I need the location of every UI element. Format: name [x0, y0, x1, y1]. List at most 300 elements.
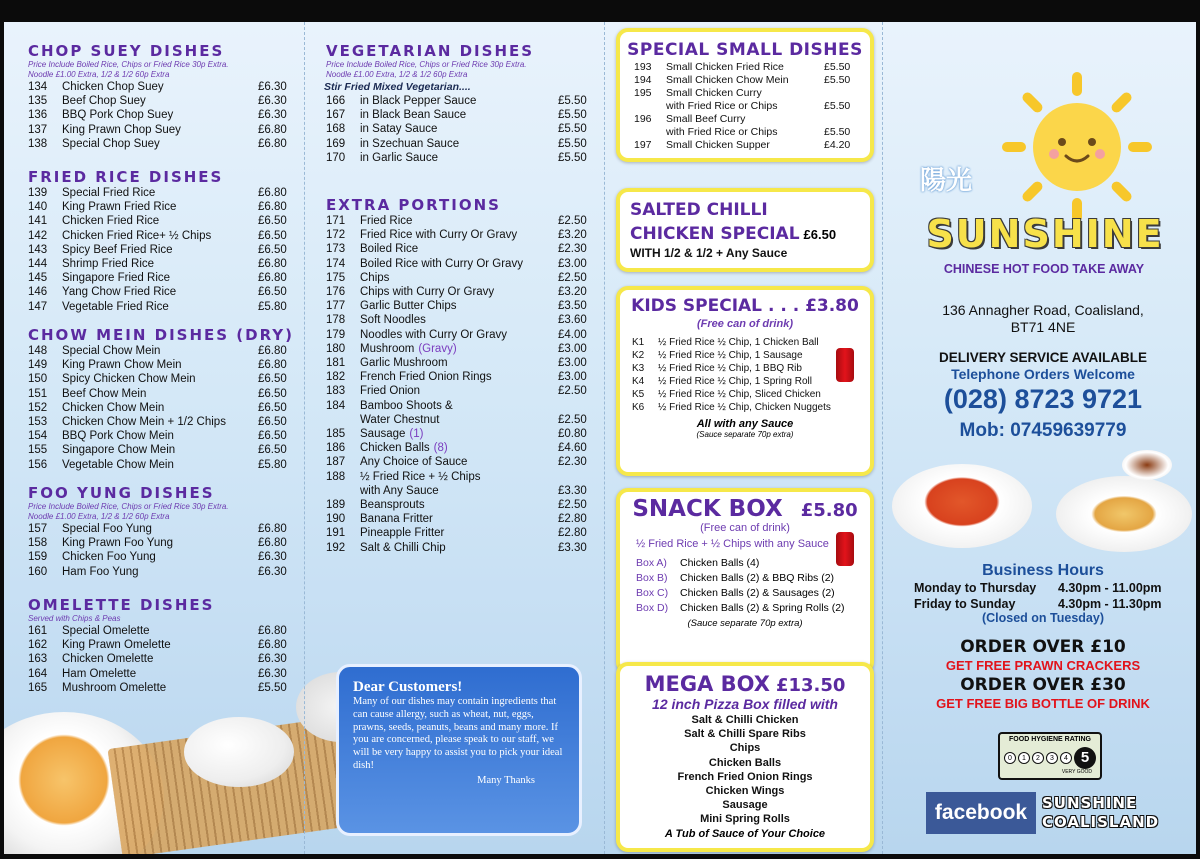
hours-days: Monday to Thursday	[914, 581, 1037, 595]
item-price: £3.50	[558, 300, 587, 313]
item-price: £6.50	[258, 373, 287, 386]
item-price: £3.30	[558, 484, 587, 497]
salted-price: £6.50	[803, 227, 837, 242]
item-name: in Garlic Sauce	[360, 151, 438, 164]
item-number: 158	[28, 537, 48, 550]
menu-item-row	[626, 139, 864, 152]
box-foot: A Tub of Sauce of Your Choice	[664, 827, 826, 840]
item-number: 187	[326, 456, 346, 469]
menu-item-row	[4, 108, 304, 122]
box-sub: 12 inch Pizza Box filled with	[652, 696, 838, 712]
item-name: Chicken Fried Rice	[62, 215, 160, 228]
item-price: £2.30	[558, 456, 587, 469]
hours-row	[914, 580, 1184, 596]
item-price: £6.50	[258, 286, 287, 299]
item-price: £6.30	[258, 95, 287, 108]
hours-title: Business Hours	[982, 562, 1104, 579]
item-number: 159	[28, 551, 48, 564]
item-number: 152	[28, 401, 48, 414]
hygiene-title: FOOD HYGIENE RATING	[1009, 736, 1091, 743]
item-price: £2.80	[558, 513, 587, 526]
salted-sub: WITH 1/2 & 1/2 + Any Sauce	[630, 246, 788, 260]
item-desc: ½ Fried Rice ½ Chip, 1 Spring Roll	[658, 376, 812, 387]
item-number: 172	[326, 229, 346, 242]
item-name: Salt & Chilli Chip	[360, 541, 446, 554]
menu-item-row	[4, 372, 304, 386]
item-number: 178	[326, 314, 346, 327]
panel-one	[4, 22, 304, 854]
menu-item-row	[4, 300, 304, 314]
facebook-page-location: COALISLAND	[1042, 813, 1160, 831]
item-price: £6.80	[258, 201, 287, 214]
menu-item-row	[4, 536, 304, 550]
item-price	[824, 113, 864, 126]
item-name: Chips	[360, 271, 390, 284]
item-number: 162	[28, 639, 48, 652]
menu-item-row	[626, 87, 864, 100]
menu-item-row	[4, 565, 304, 579]
item-price: £5.50	[824, 61, 851, 73]
menu-item-row	[304, 108, 604, 122]
menu-item-row	[304, 413, 604, 427]
box-foot: (Sauce separate 70p extra)	[696, 430, 794, 439]
box-price: £5.80	[800, 500, 858, 521]
item-number: 197	[634, 139, 652, 151]
item-number: 140	[28, 201, 48, 214]
item-price: £6.50	[258, 387, 287, 400]
item-number: 143	[28, 243, 48, 256]
address-line: BT71 4NE	[1010, 319, 1076, 335]
mega-item: Chicken Balls	[708, 756, 782, 769]
item-price: £6.80	[258, 258, 287, 271]
item-code: K4	[632, 376, 645, 387]
menu-item-row	[4, 681, 304, 695]
menu-item-row	[304, 399, 604, 413]
item-name: Chips with Curry Or Gravy	[360, 286, 495, 299]
box-desc: ½ Fried Rice + ½ Chips with any Sauce	[636, 538, 829, 550]
item-price: £6.50	[258, 243, 287, 256]
address-line: 136 Annagher Road, Coalisland,	[942, 302, 1144, 318]
item-number: 160	[28, 565, 48, 578]
item-name: with Any Sauce	[360, 484, 439, 497]
snack-box	[616, 488, 874, 674]
menu-item-row	[4, 186, 304, 200]
mega-item: Salt & Chilli Chicken	[691, 714, 799, 726]
item-desc: Chicken Balls (2) & BBQ Ribs (2)	[680, 572, 835, 584]
item-number: 148	[28, 345, 48, 357]
item-price: £6.30	[258, 109, 287, 122]
item-number: 138	[28, 137, 48, 150]
hygiene-scale-circle: 0	[1004, 752, 1016, 764]
box-title: KIDS SPECIAL . . . £3.80	[631, 296, 859, 316]
menu-item-row	[304, 541, 604, 555]
item-name: Chicken Chow Mein + 1/2 Chips	[62, 416, 226, 429]
item-price: £6.50	[258, 416, 287, 429]
menu-item-row	[304, 228, 604, 242]
item-name: Yang Chow Fried Rice	[62, 286, 177, 299]
item-price: £5.50	[558, 137, 587, 150]
item-name: Beansprouts	[360, 499, 425, 512]
item-name: Spicy Beef Fried Rice	[62, 243, 173, 256]
item-extra: (8)	[433, 442, 448, 455]
section-title: VEGETARIAN DISHES	[326, 42, 535, 60]
hygiene-scale-circle: 1	[1018, 752, 1030, 764]
item-number: 177	[326, 300, 346, 313]
item-name: Vegetable Chow Mein	[62, 458, 174, 471]
mobile-number: Mob: 07459639779	[959, 420, 1127, 441]
item-number: 185	[326, 428, 346, 441]
kids-item-row	[626, 401, 864, 414]
item-number: 186	[326, 442, 346, 455]
item-number: 179	[326, 328, 346, 341]
item-number: 136	[28, 109, 48, 122]
menu-item-row	[4, 80, 304, 94]
item-price: £5.50	[258, 681, 287, 694]
item-price: £6.80	[258, 359, 287, 372]
item-number: 195	[634, 87, 652, 99]
drink-can-icon	[836, 532, 854, 566]
item-name: in Szechuan Sauce	[360, 137, 460, 150]
hygiene-scale-circle: 3	[1046, 752, 1058, 764]
menu-item-row	[626, 100, 864, 113]
brand-tagline: CHINESE HOT FOOD TAKE AWAY	[943, 262, 1145, 276]
item-code: Box C)	[636, 587, 669, 599]
hygiene-rating-badge	[998, 732, 1102, 780]
section-note: Price Include Boiled Rice, Chips or Fried Rice 30p Extra.	[326, 60, 527, 69]
menu-item-row	[304, 498, 604, 512]
panel-three	[604, 22, 882, 854]
item-number: 146	[28, 286, 48, 299]
item-price	[824, 87, 864, 100]
menu-item-row	[304, 512, 604, 526]
item-number: 155	[28, 444, 48, 457]
hygiene-label: VERY GOOD	[1061, 769, 1092, 775]
item-name: Garlic Mushroom	[360, 357, 448, 370]
item-price: £3.20	[558, 286, 587, 299]
item-price: £6.80	[258, 639, 287, 652]
section-title: EXTRA PORTIONS	[326, 196, 501, 214]
item-number: 139	[28, 187, 48, 199]
item-name: Soft Noodles	[360, 314, 426, 327]
section-note: Noodle £1.00 Extra, 1/2 & 1/2 60p Extra	[28, 70, 170, 79]
item-number: 184	[326, 399, 346, 412]
panel-two	[304, 22, 604, 854]
kids-item-row	[626, 362, 864, 375]
menu-item-row	[304, 384, 604, 398]
item-name: in Satay Sauce	[360, 123, 438, 136]
item-name: King Prawn Chow Mein	[62, 359, 182, 372]
menu-item-row	[4, 638, 304, 652]
menu-item-row	[4, 229, 304, 243]
hygiene-score: 5	[1074, 747, 1096, 769]
item-name: King Prawn Foo Yung	[62, 537, 174, 550]
item-price: £5.50	[558, 123, 587, 136]
facebook-logo: facebook	[926, 792, 1036, 834]
menu-item-row	[304, 370, 604, 384]
item-name: Special Foo Yung	[62, 523, 152, 535]
item-number: 168	[326, 123, 346, 136]
item-number	[326, 413, 360, 427]
menu-item-row	[304, 271, 604, 285]
item-name: Special Chow Mein	[62, 345, 161, 357]
item-number: 144	[28, 258, 48, 271]
item-price: £3.30	[558, 541, 587, 554]
omelette-section	[4, 596, 304, 695]
item-price: £2.80	[558, 527, 587, 540]
item-code: K5	[632, 389, 645, 400]
phone-number: (028) 8723 9721	[943, 384, 1143, 414]
menu-item-row	[4, 652, 304, 666]
snack-item-row	[626, 601, 864, 616]
item-price: £4.60	[558, 442, 587, 455]
menu-item-row	[304, 313, 604, 327]
item-name: Special Chop Suey	[62, 137, 160, 150]
salted-chilli-box	[616, 188, 874, 272]
item-name: King Prawn Fried Rice	[62, 201, 177, 214]
menu-item-row	[4, 401, 304, 415]
dear-body: Many of our dishes may contain ingredients that can cause allergy, such as wheat, nut, eggs, prawns, seeds, peanuts, beans and many more. If you are concerned, please speak to our staff, we will be very happy to assist you to pick your ideal dish!	[353, 696, 563, 771]
item-price: £6.50	[258, 430, 287, 443]
item-number: 142	[28, 229, 48, 242]
item-number: 147	[28, 300, 48, 313]
menu-item-row	[4, 415, 304, 429]
item-name: Singapore Chow Mein	[62, 444, 176, 457]
item-name: Chicken Fried Rice+ ½ Chips	[62, 229, 212, 242]
section-note: Price Include Boiled Rice, Chips or Fried Rice 30p Extra.	[28, 60, 229, 69]
item-price: £6.50	[258, 229, 287, 242]
item-name: Ham Omelette	[62, 667, 137, 680]
salted-line2: CHICKEN SPECIAL	[630, 224, 800, 244]
food-photo	[886, 444, 1192, 556]
kids-special-box	[616, 286, 874, 476]
item-price: £6.80	[258, 537, 287, 550]
menu-item-row	[304, 257, 604, 271]
item-desc: ½ Fried Rice ½ Chip, 1 BBQ Rib	[658, 363, 802, 374]
kids-item-row	[626, 349, 864, 362]
item-price: £6.80	[258, 187, 287, 199]
hygiene-scale-circle: 4	[1060, 752, 1072, 764]
section-title: CHOW MEIN DISHES (DRY)	[28, 326, 295, 344]
item-price: £6.80	[258, 523, 287, 535]
item-desc: Chicken Balls (4)	[680, 557, 760, 569]
item-number: 191	[326, 527, 346, 540]
telephone-text: Telephone Orders Welcome	[951, 366, 1135, 382]
item-name: Boiled Rice	[360, 243, 419, 256]
box-price: £13.50	[775, 675, 846, 696]
menu-item-row	[304, 342, 604, 356]
item-name: in Black Pepper Sauce	[360, 95, 477, 107]
item-name: Small Chicken Curry	[666, 87, 762, 99]
item-name: Chicken Chow Mein	[62, 401, 165, 414]
item-number: 175	[326, 271, 346, 284]
box-title: SPECIAL SMALL DISHES	[627, 40, 863, 60]
item-name: Small Chicken Fried Rice	[666, 61, 784, 73]
item-number: 192	[326, 541, 346, 554]
hours-days: Friday to Sunday	[914, 597, 1016, 611]
box-sub: (Free can of drink)	[700, 522, 790, 534]
section-note: Price Include Boiled Rice, Chips or Fried Rice 30p Extra.	[28, 502, 229, 511]
item-price: £0.80	[558, 428, 587, 441]
menu-item-row	[626, 126, 864, 139]
item-name: Banana Fritter	[360, 513, 433, 526]
item-name: Special Fried Rice	[62, 187, 156, 199]
menu-item-row	[4, 667, 304, 681]
chop-suey-section	[4, 42, 304, 151]
item-price: £5.50	[824, 100, 851, 112]
menu-item-row	[626, 61, 864, 74]
menu-item-row	[4, 123, 304, 137]
item-price: £6.30	[258, 667, 287, 680]
menu-item-row	[304, 242, 604, 256]
drink-can-icon	[836, 348, 854, 382]
item-price: £3.20	[558, 229, 587, 242]
item-number	[634, 126, 666, 139]
item-name: Singapore Fried Rice	[62, 272, 171, 285]
section-note: Served with Chips & Peas	[28, 614, 121, 623]
item-name: ½ Fried Rice + ½ Chips	[360, 470, 481, 483]
item-name: BBQ Pork Chow Mein	[62, 430, 174, 443]
extra-portions-section	[304, 196, 604, 555]
item-code: Box B)	[636, 572, 668, 584]
item-number: 171	[326, 215, 346, 227]
item-number: 141	[28, 215, 48, 228]
box-title: MEGA BOX	[644, 672, 770, 696]
menu-item-row	[4, 443, 304, 457]
facebook-banner[interactable]	[926, 792, 1168, 834]
item-price: £6.80	[258, 272, 287, 285]
hours-time: 4.30pm - 11.30pm	[1058, 597, 1162, 611]
item-price: £6.50	[258, 401, 287, 414]
kids-item-row	[626, 336, 864, 349]
item-price: £6.80	[258, 137, 287, 150]
item-number: 157	[28, 523, 48, 535]
menu-item-row	[4, 458, 304, 472]
item-number: 180	[326, 342, 346, 355]
menu-sheet	[4, 22, 1196, 854]
box-title: SNACK BOX	[632, 496, 783, 522]
item-price: £5.50	[558, 109, 587, 122]
item-name: Special Omelette	[62, 625, 150, 637]
item-price: £2.50	[558, 385, 587, 398]
menu-item-row	[304, 470, 604, 484]
kids-item-row	[626, 388, 864, 401]
item-name: with Fried Rice or Chips	[666, 100, 778, 112]
item-number: 188	[326, 470, 346, 483]
menu-item-row	[4, 522, 304, 536]
offer-sub: GET FREE PRAWN CRACKERS	[945, 658, 1141, 673]
mega-item: French Fried Onion Rings	[677, 770, 813, 783]
salted-line1: SALTED CHILLI	[630, 200, 768, 220]
mega-item: Sausage	[722, 799, 768, 812]
menu-item-row	[304, 356, 604, 370]
delivery-text: DELIVERY SERVICE AVAILABLE	[938, 350, 1148, 365]
item-price: £6.30	[258, 653, 287, 666]
menu-item-row	[304, 328, 604, 342]
item-price: £2.50	[558, 499, 587, 512]
mega-item: Chips	[729, 742, 761, 755]
item-number: 161	[28, 625, 48, 637]
item-number: 163	[28, 653, 48, 666]
item-price: £3.00	[558, 257, 587, 270]
menu-item-row	[626, 74, 864, 87]
section-note: Noodle £1.00 Extra, 1/2 & 1/2 60p Extra	[28, 512, 170, 521]
menu-item-row	[4, 271, 304, 285]
item-number: 174	[326, 257, 346, 270]
menu-item-row	[304, 484, 604, 498]
kids-item-row	[626, 375, 864, 388]
item-price: £6.80	[258, 345, 287, 357]
item-number: 181	[326, 357, 346, 370]
box-foot: (Sauce separate 70p extra)	[687, 618, 803, 629]
item-price: £3.00	[558, 357, 587, 370]
item-code: Box A)	[636, 557, 667, 569]
facebook-page-name: SUNSHINE	[1042, 794, 1138, 812]
item-desc: ½ Fried Rice ½ Chip, 1 Chicken Ball	[658, 337, 819, 348]
hours-time: 4.30pm - 11.00pm	[1058, 581, 1162, 595]
menu-item-row	[4, 387, 304, 401]
item-name: Vegetable Fried Rice	[62, 300, 169, 313]
item-price: £6.50	[258, 444, 287, 457]
item-price: £3.60	[558, 314, 587, 327]
item-price: £6.30	[258, 551, 287, 564]
item-price: £5.80	[258, 458, 287, 471]
menu-item-row	[304, 441, 604, 455]
brand-name: SUNSHINE	[926, 212, 1164, 256]
menu-item-row	[304, 122, 604, 136]
item-number: 135	[28, 95, 48, 108]
section-subtitle: Stir Fried Mixed Vegetarian....	[324, 81, 471, 93]
hygiene-scale-circle: 2	[1032, 752, 1044, 764]
item-number: 196	[634, 113, 652, 125]
section-title: FOO YUNG DISHES	[28, 484, 215, 502]
menu-item-row	[626, 113, 864, 126]
mega-item: Chicken Wings	[705, 785, 785, 798]
item-number: 164	[28, 667, 48, 680]
offer-heading: ORDER OVER £10	[960, 637, 1126, 657]
item-number: 170	[326, 151, 346, 164]
item-name: Beef Chow Mein	[62, 387, 147, 400]
chow-mein-section	[4, 326, 304, 472]
fried-rice-section	[4, 168, 304, 314]
item-number	[326, 484, 360, 498]
item-name: Small Chicken Supper	[666, 139, 770, 151]
box-sub: (Free can of drink)	[697, 318, 793, 330]
item-price: £2.50	[558, 413, 587, 426]
item-number: 194	[634, 74, 652, 86]
menu-item-row	[304, 151, 604, 165]
item-name: Pineapple Fritter	[360, 527, 445, 540]
item-price: £6.80	[258, 625, 287, 637]
item-number: 156	[28, 458, 48, 471]
item-name: with Fried Rice or Chips	[666, 126, 778, 138]
hours-table	[914, 580, 1184, 612]
item-name: Mushroom	[360, 342, 415, 355]
item-name: Ham Foo Yung	[62, 565, 139, 578]
item-name: Any Choice of Sauce	[360, 456, 468, 469]
menu-item-row	[4, 358, 304, 372]
foo-yung-section	[4, 484, 304, 579]
menu-item-row	[4, 624, 304, 638]
menu-item-row	[4, 429, 304, 443]
item-number: 165	[28, 681, 48, 694]
item-price: £2.50	[558, 271, 587, 284]
mega-item: Salt & Chilli Spare Ribs	[684, 728, 806, 741]
dear-title: Dear Customers!	[353, 679, 463, 695]
menu-item-row	[4, 94, 304, 108]
item-name: Chicken Omelette	[62, 653, 154, 666]
menu-item-row	[4, 550, 304, 564]
item-price: £6.50	[258, 215, 287, 228]
